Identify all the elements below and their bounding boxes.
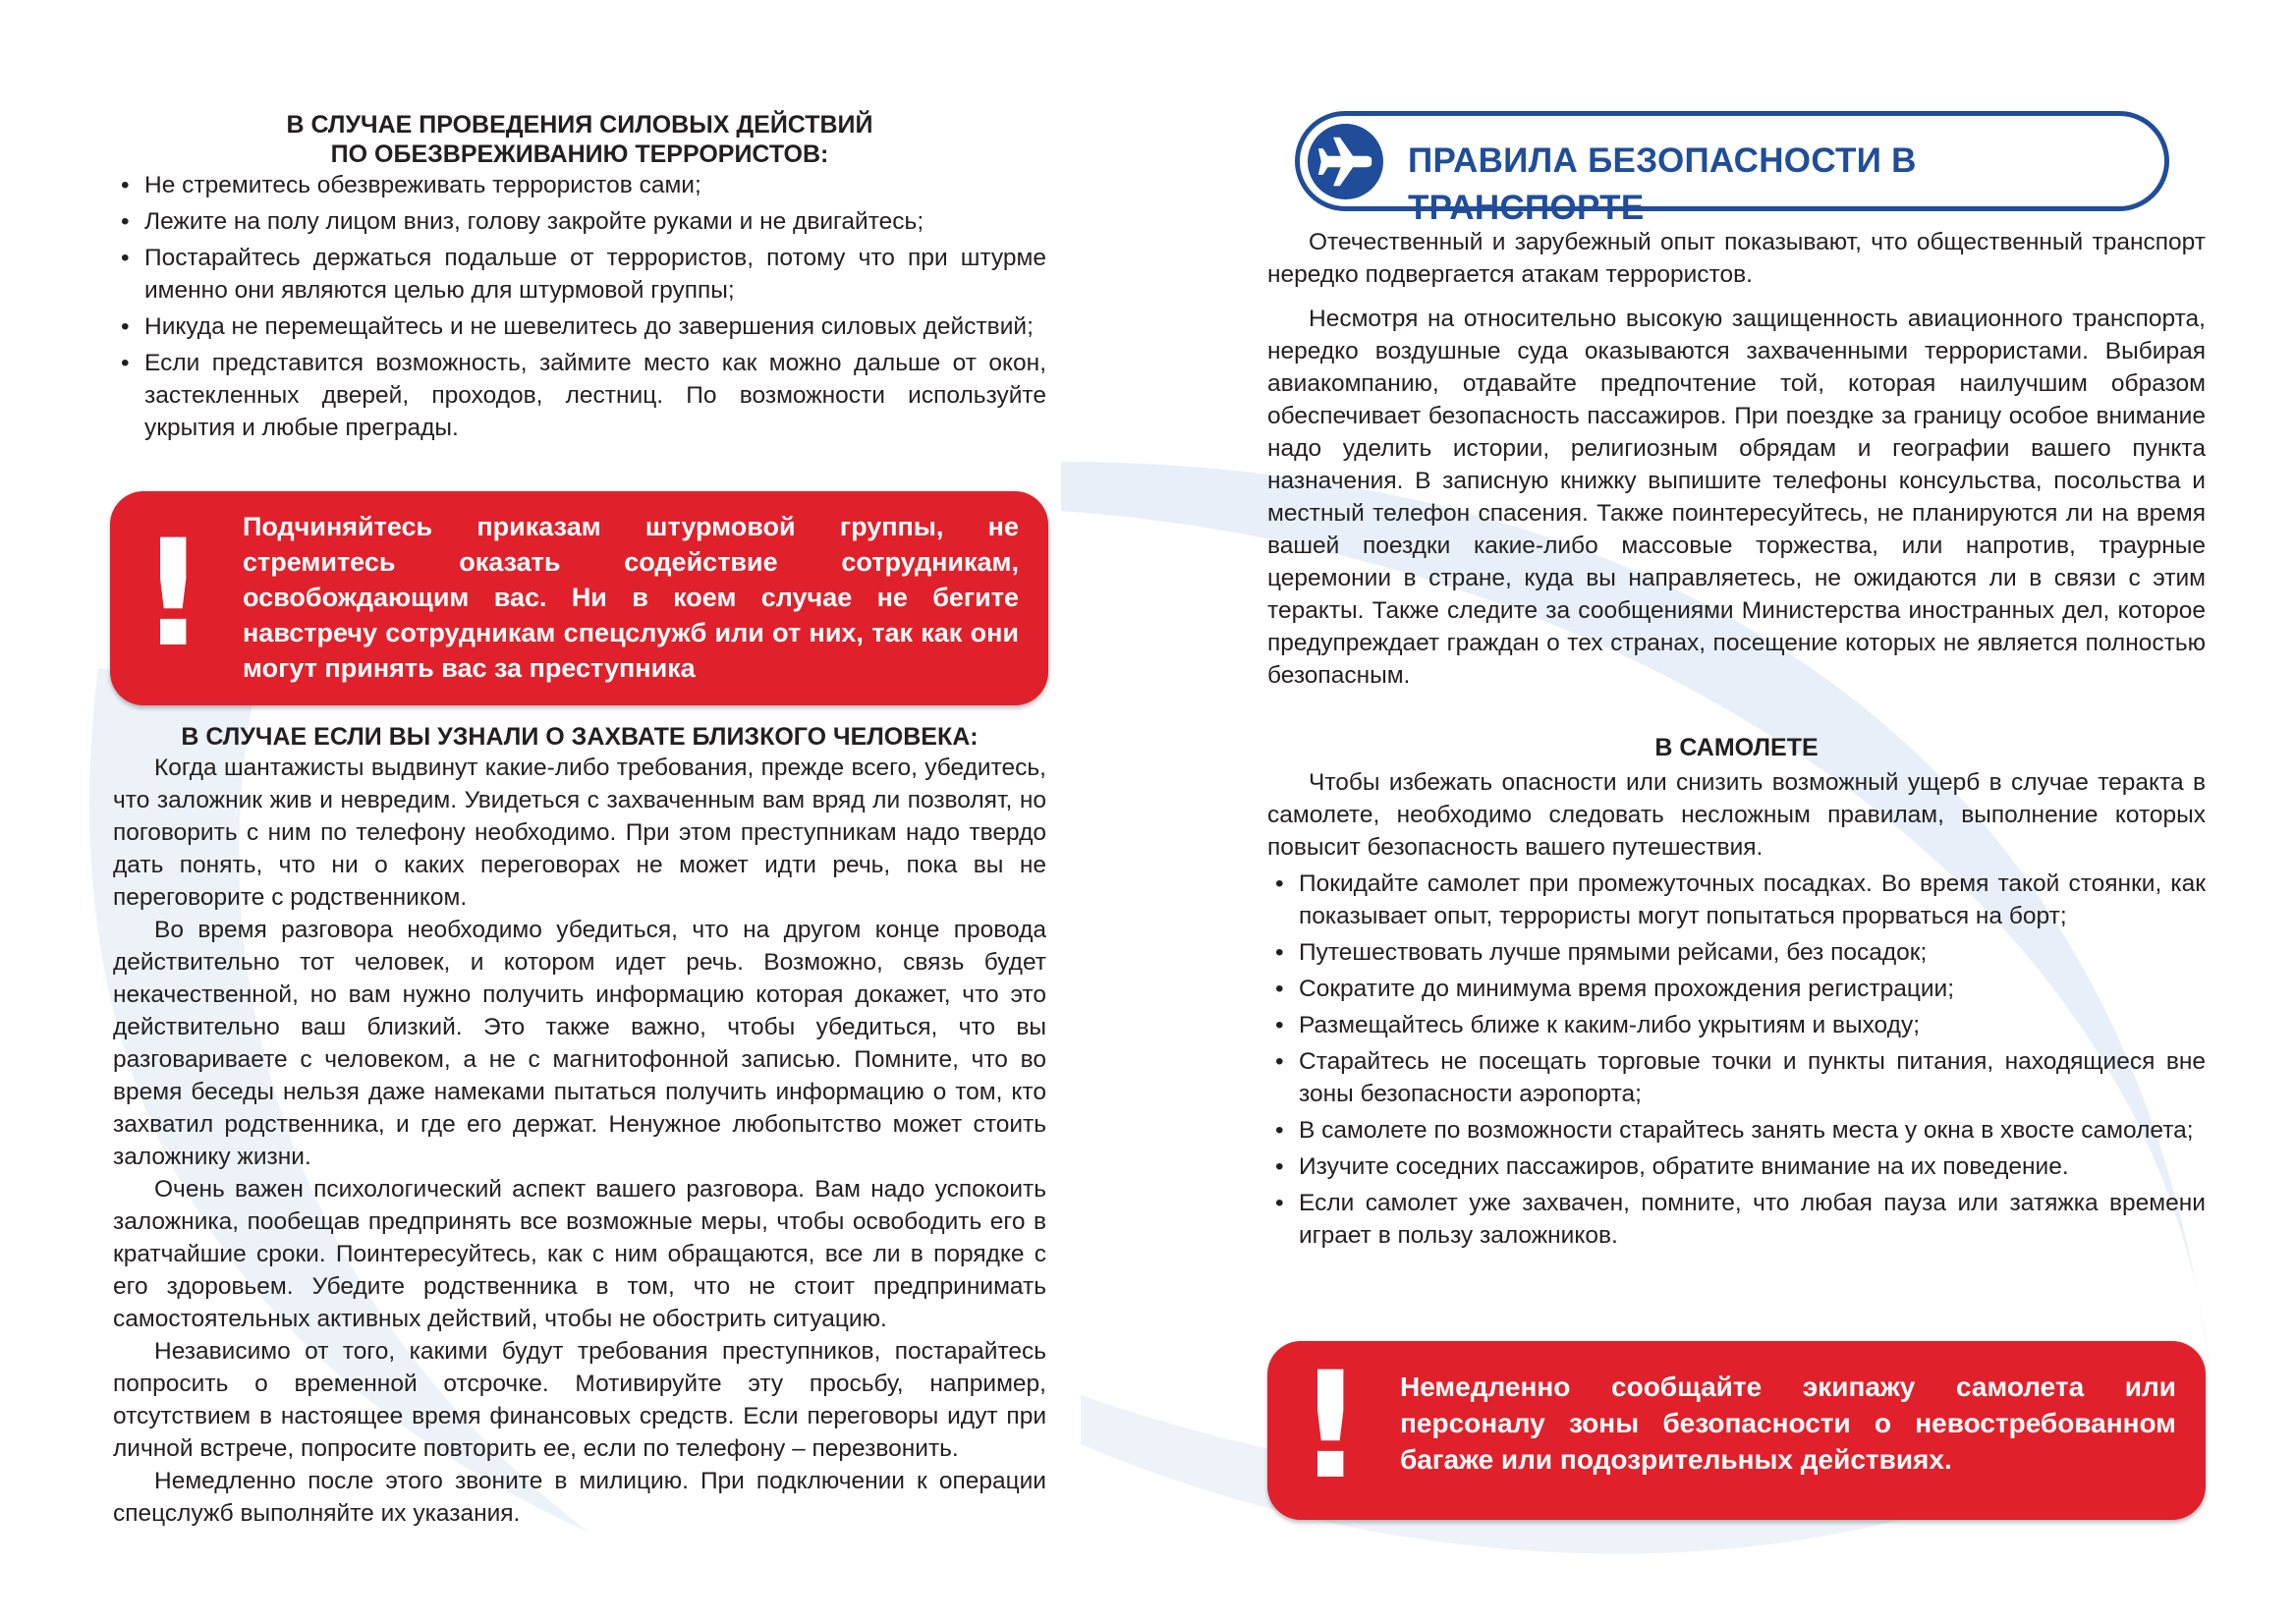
paragraph: Несмотря на относительно высокую защищенность авиационного транспорта, нередко воздушные суда оказываются захваченными террористами. Выбирая авиакомпанию, отдавайте предпочтение той, которая наилучшим образом обеспечивает безопасность пассажиров. При поездке за границу особое внимание надо уделить истории, религиозным обрядам и географии вашего пункта назначения. В записную книжку выпишите телефоны консульства, посольства и местный телефон спасения. Также поинтересуйтесь, не планируются ли на время вашей поездки какие-либо массовые торжества, или напротив, траурные церемонии в стране, куда вы направляетесь, не ожидаются ли в связи с этим теракты. Также следите за сообщениями Министерства иностранных дел, которое предупреждает граждан о тех странах, посещение которых не является полностью безопасным.: [1267, 306, 2206, 689]
heading-line-1: В СЛУЧАЕ ПРОВЕДЕНИЯ СИЛОВЫХ ДЕЙСТВИЙ: [286, 111, 873, 139]
list-item: • Старайтесь не посещать торговые точки и пункты питания, находящиеся вне зоны безопасности аэропорта;: [1267, 1045, 2206, 1110]
list-item: • Покидайте самолет при промежуточных посадках. Во время такой стоянки, как показывает опыт, террористы могут попытаться прорваться на борт;: [1267, 868, 2206, 932]
right-column: [1267, 226, 2206, 1256]
title-text: ПРАВИЛА БЕЗОПАСНОСТИ В ТРАНСПОРТЕ: [1408, 141, 1917, 227]
list-item: • В самолете по возможности старайтесь занять места у окна в хвосте самолета;: [1267, 1114, 2206, 1147]
airplane-rules-list: [1267, 868, 2206, 1252]
left-column: [113, 110, 1046, 448]
forceful-actions-list: [113, 169, 1046, 444]
list-item: • Сократите до минимума время прохождения регистрации;: [1267, 973, 2206, 1005]
list-item: • Никуда не перемещайтесь и не шевелитесь до завершения силовых действий;: [113, 310, 1046, 343]
list-item: • Лежите на полу лицом вниз, голову закройте руками и не двигайтесь;: [113, 205, 1046, 238]
list-item: • Путешествовать лучше прямыми рейсами, без посадок;: [1267, 936, 2206, 969]
airplane-icon: [1308, 124, 1383, 199]
list-item: • Не стремитесь обезвреживать террористов сами;: [113, 169, 1046, 201]
exclamation-icon: !: [1297, 1341, 1365, 1512]
paragraph: Во время разговора необходимо убедиться, что на другом конце провода действительно тот человек, и котором идет речь. Возможно, связь будет некачественной, но вам нужно получить информацию которая докажет, что это действительно ваш близкий. Это также важно, чтобы убедиться, что вы разговариваете с человеком, а не с магнитофонной записью. Помните, что во время беседы нельзя даже намеками пытаться получить информацию о том, кто захватил родственника, и где его держат. Ненужное любопытство может стоить заложнику жизни.: [113, 917, 1046, 1170]
paragraph: Очень важен психологический аспект вашего разговора. Вам надо успокоить заложника, пообещав предпринять все возможные меры, чтобы освободить его в кратчайшие сроки. Поинтересуйтесь, как с ним обращаются, все ли в порядке с его здоровьем. Убедите родственника в том, что не стоит предпринимать самостоятельных активных действий, чтобы не обострить ситуацию.: [113, 1176, 1046, 1332]
alert-box-unattended-baggage: [1267, 1341, 2206, 1520]
section-heading-airplane: В САМОЛЕТЕ: [1654, 734, 1819, 761]
heading-line-2: ПО ОБЕЗВРЕЖИВАНИЮ ТЕРРОРИСТОВ:: [330, 140, 829, 168]
paragraph: Отечественный и зарубежный опыт показывают, что общественный транспорт нередко подвергается атакам террористов.: [1267, 229, 2206, 288]
paragraph: Когда шантажисты выдвинут какие-либо требования, прежде всего, убедитесь, что заложник жив и невредим. Увидеться с захваченным вам вряд ли позволят, но поговорить с ним по телефону необходимо. При этом преступникам надо твердо дать понять, что ни о каких переговорах не может идти речь, пока вы не переговорите с родственником.: [113, 755, 1046, 911]
section-heading-hostage: В СЛУЧАЕ ЕСЛИ ВЫ УЗНАЛИ О ЗАХВАТЕ БЛИЗКОГО ЧЕЛОВЕКА:: [181, 723, 979, 751]
alert-text: Подчиняйтесь приказам штурмовой группы, не стремитесь оказать содействие сотрудникам, освобождающим вас. Ни в коем случае не бегите навстречу сотрудникам спецслужб или от них, так как они могут принять вас за преступника: [243, 512, 1019, 683]
list-item: • Размещайтесь ближе к каким-либо укрытиям и выходу;: [1267, 1009, 2206, 1041]
paragraph: Чтобы избежать опасности или снизить возможный ущерб в случае теракта в самолете, необходимо следовать несложным правилам, выполнение которых повысит безопасность вашего путешествия.: [1267, 769, 2206, 861]
paragraph: Немедленно после этого звоните в милицию. При подключении к операции спецслужб выполняйте их указания.: [113, 1468, 1046, 1527]
paragraph: Независимо от того, какими будут требования преступников, постарайтесь попросить о временной отсрочке. Мотивируйте эту просьбу, например, отсутствием в настоящее время финансовых средств. Если переговоры идут при личной встрече, попросите повторить ее, если по телефону – перезвонить.: [113, 1338, 1046, 1462]
list-item: • Изучите соседних пассажиров, обратите внимание на их поведение.: [1267, 1150, 2206, 1183]
page-title: [1295, 111, 2169, 227]
exclamation-icon: !: [140, 509, 207, 680]
list-item: • Если самолет уже захвачен, помните, что любая пауза или затяжка времени играет в пользу заложников.: [1267, 1187, 2206, 1252]
section-heading-forceful-actions: [113, 110, 1046, 169]
list-item: • Постарайтесь держаться подальше от террористов, потому что при штурме именно они являются целью для штурмовой группы;: [113, 242, 1046, 307]
list-item: • Если представится возможность, займите место как можно дальше от окон, застекленных дверей, проходов, лестниц. По возможности используйте укрытия и любые преграды.: [113, 347, 1046, 444]
alert-box-assault-group: [110, 491, 1048, 705]
hostage-section: [113, 722, 1046, 1530]
alert-text: Немедленно сообщайте экипажу самолета или персоналу зоны безопасности о невостребованном багаже или подозрительных действиях.: [1400, 1372, 2176, 1475]
